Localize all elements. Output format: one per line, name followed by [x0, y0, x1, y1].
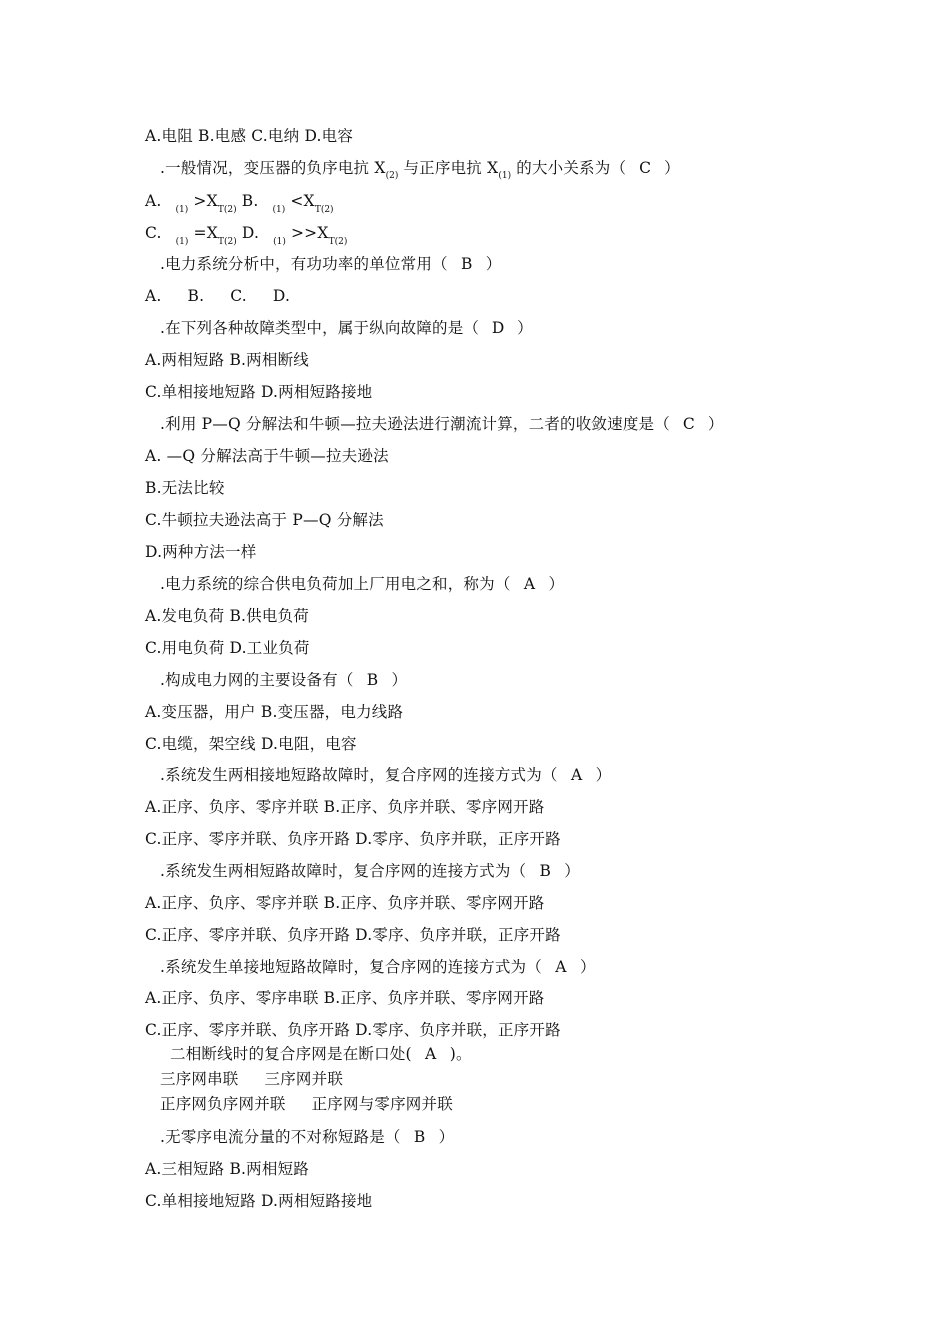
- option-line: C.牛顿拉夫逊法高于 P—Q 分解法: [145, 511, 384, 529]
- option-line: [145, 223, 347, 252]
- question-line: [160, 158, 680, 186]
- answer-letter: B: [413, 1128, 426, 1146]
- option-text: >X: [193, 192, 218, 210]
- option-label: C.: [230, 287, 247, 305]
- option-line: A.三相短路 B.两相短路: [145, 1160, 309, 1178]
- option-text: >>X: [290, 224, 329, 242]
- answer-letter: B: [366, 671, 379, 689]
- question-text: ）: [579, 958, 596, 976]
- question-line: [170, 1044, 472, 1064]
- option-text: =X: [193, 224, 218, 242]
- question-text: ）: [485, 255, 502, 273]
- question-line: [160, 861, 580, 881]
- question-line: [160, 318, 533, 338]
- option-line: A.发电负荷 B.供电负荷: [145, 607, 309, 625]
- option-line: A.正序、负序、零序串联 B.正序、负序并联、零序网开路: [145, 989, 545, 1007]
- option-line: C.用电负荷 D.工业负荷: [145, 639, 310, 657]
- question-text: .系统发生两相短路故障时，复合序网的连接方式为（: [160, 862, 527, 880]
- option-line: [145, 286, 290, 306]
- question-text: ）: [707, 415, 724, 433]
- option-line: A.正序、负序、零序并联 B.正序、负序并联、零序网开路: [145, 894, 545, 912]
- option-line: D.两种方法一样: [145, 543, 257, 561]
- option-text: 正序网与零序网并联: [311, 1095, 453, 1113]
- question-line: [160, 414, 724, 434]
- question-line: [160, 957, 596, 977]
- option-text: 三序网并联: [264, 1070, 344, 1088]
- question-text: .利用 P—Q 分解法和牛顿—拉夫逊法进行潮流计算，二者的收敛速度是（: [160, 415, 670, 433]
- answer-letter: A: [425, 1045, 437, 1063]
- subscript: T(2): [314, 205, 334, 215]
- question-text: ）: [391, 671, 408, 689]
- option-line: [145, 191, 334, 220]
- option-label: A.: [145, 192, 162, 210]
- question-text: ）: [595, 766, 612, 784]
- question-text: .电力系统的综合供电负荷加上厂用电之和，称为（: [160, 575, 511, 593]
- question-text: .系统发生两相接地短路故障时，复合序网的连接方式为（: [160, 766, 558, 784]
- answer-letter: D: [491, 319, 505, 337]
- option-text: 正序网负序网并联: [160, 1095, 286, 1113]
- option-label: C.: [145, 224, 162, 242]
- option-line: C.单相接地短路 D.两相短路接地: [145, 383, 373, 401]
- option-label: B.: [187, 287, 205, 305]
- option-line: C.单相接地短路 D.两相短路接地: [145, 1192, 373, 1210]
- option-text: <X: [290, 192, 315, 210]
- question-text: .构成电力网的主要设备有（: [160, 671, 354, 689]
- subscript: T(2): [217, 237, 237, 247]
- option-label: D.: [241, 224, 260, 242]
- option-label: D.: [272, 287, 291, 305]
- question-text: 二相断线时的复合序网是在断口处(: [170, 1045, 412, 1063]
- question-text: ）: [548, 575, 565, 593]
- question-line: [160, 670, 407, 690]
- question-line: [160, 1127, 454, 1147]
- question-text: 的大小关系为（: [516, 159, 627, 177]
- option-label: A.: [145, 287, 162, 305]
- subscript: (1): [498, 171, 512, 181]
- question-text: .在下列各种故障类型中，属于纵向故障的是（: [160, 319, 480, 337]
- option-line: [160, 1069, 343, 1089]
- option-line: A.变压器，用户 B.变压器，电力线路: [145, 703, 404, 721]
- question-text: ）: [517, 319, 533, 337]
- subscript: (1): [175, 205, 189, 215]
- question-text: .系统发生单接地短路故障时，复合序网的连接方式为（: [160, 958, 542, 976]
- question-text: )。: [449, 1045, 472, 1063]
- option-line: A.两相短路 B.两相断线: [145, 351, 309, 369]
- option-line: A.电阻 B.电感 C.电纳 D.电容: [145, 127, 354, 145]
- answer-letter: C: [682, 415, 695, 433]
- option-text: 三序网串联: [160, 1070, 239, 1088]
- question-text: .一般情况，变压器的负序电抗 X: [160, 159, 386, 177]
- option-line: C.正序、零序并联、负序开路 D.零序、负序并联，正序开路: [145, 1021, 561, 1039]
- answer-letter: A: [523, 575, 536, 593]
- option-line: C.正序、零序并联、负序开路 D.零序、负序并联，正序开路: [145, 926, 561, 944]
- option-line: A. —Q 分解法高于牛顿—拉夫逊法: [145, 447, 389, 465]
- option-line: C.正序、零序并联、负序开路 D.零序、负序并联，正序开路: [145, 830, 561, 848]
- question-line: [160, 765, 611, 785]
- question-text: .无零序电流分量的不对称短路是（: [160, 1128, 401, 1146]
- option-line: A.正序、负序、零序并联 B.正序、负序并联、零序网开路: [145, 798, 545, 816]
- answer-letter: A: [570, 766, 583, 784]
- subscript: T(2): [328, 237, 348, 247]
- answer-letter: C: [639, 159, 652, 177]
- question-text: .电力系统分析中，有功功率的单位常用（: [160, 255, 448, 273]
- option-line: C.电缆，架空线 D.电阻，电容: [145, 735, 357, 753]
- subscript: (2): [385, 171, 399, 181]
- question-text: 与正序电抗 X: [403, 159, 499, 177]
- answer-letter: B: [460, 255, 473, 273]
- question-text: ）: [564, 862, 580, 880]
- question-text: ）: [664, 159, 680, 177]
- option-line: [160, 1094, 453, 1114]
- option-line: B.无法比较: [145, 479, 225, 497]
- question-text: ）: [438, 1128, 455, 1146]
- question-line: [160, 574, 564, 594]
- subscript: (1): [272, 205, 286, 215]
- subscript: T(2): [217, 205, 237, 215]
- subscript: (1): [273, 237, 286, 247]
- answer-letter: A: [555, 958, 567, 976]
- option-label: B.: [241, 192, 259, 210]
- answer-letter: B: [539, 862, 552, 880]
- question-line: [160, 254, 501, 274]
- subscript: (1): [175, 237, 189, 247]
